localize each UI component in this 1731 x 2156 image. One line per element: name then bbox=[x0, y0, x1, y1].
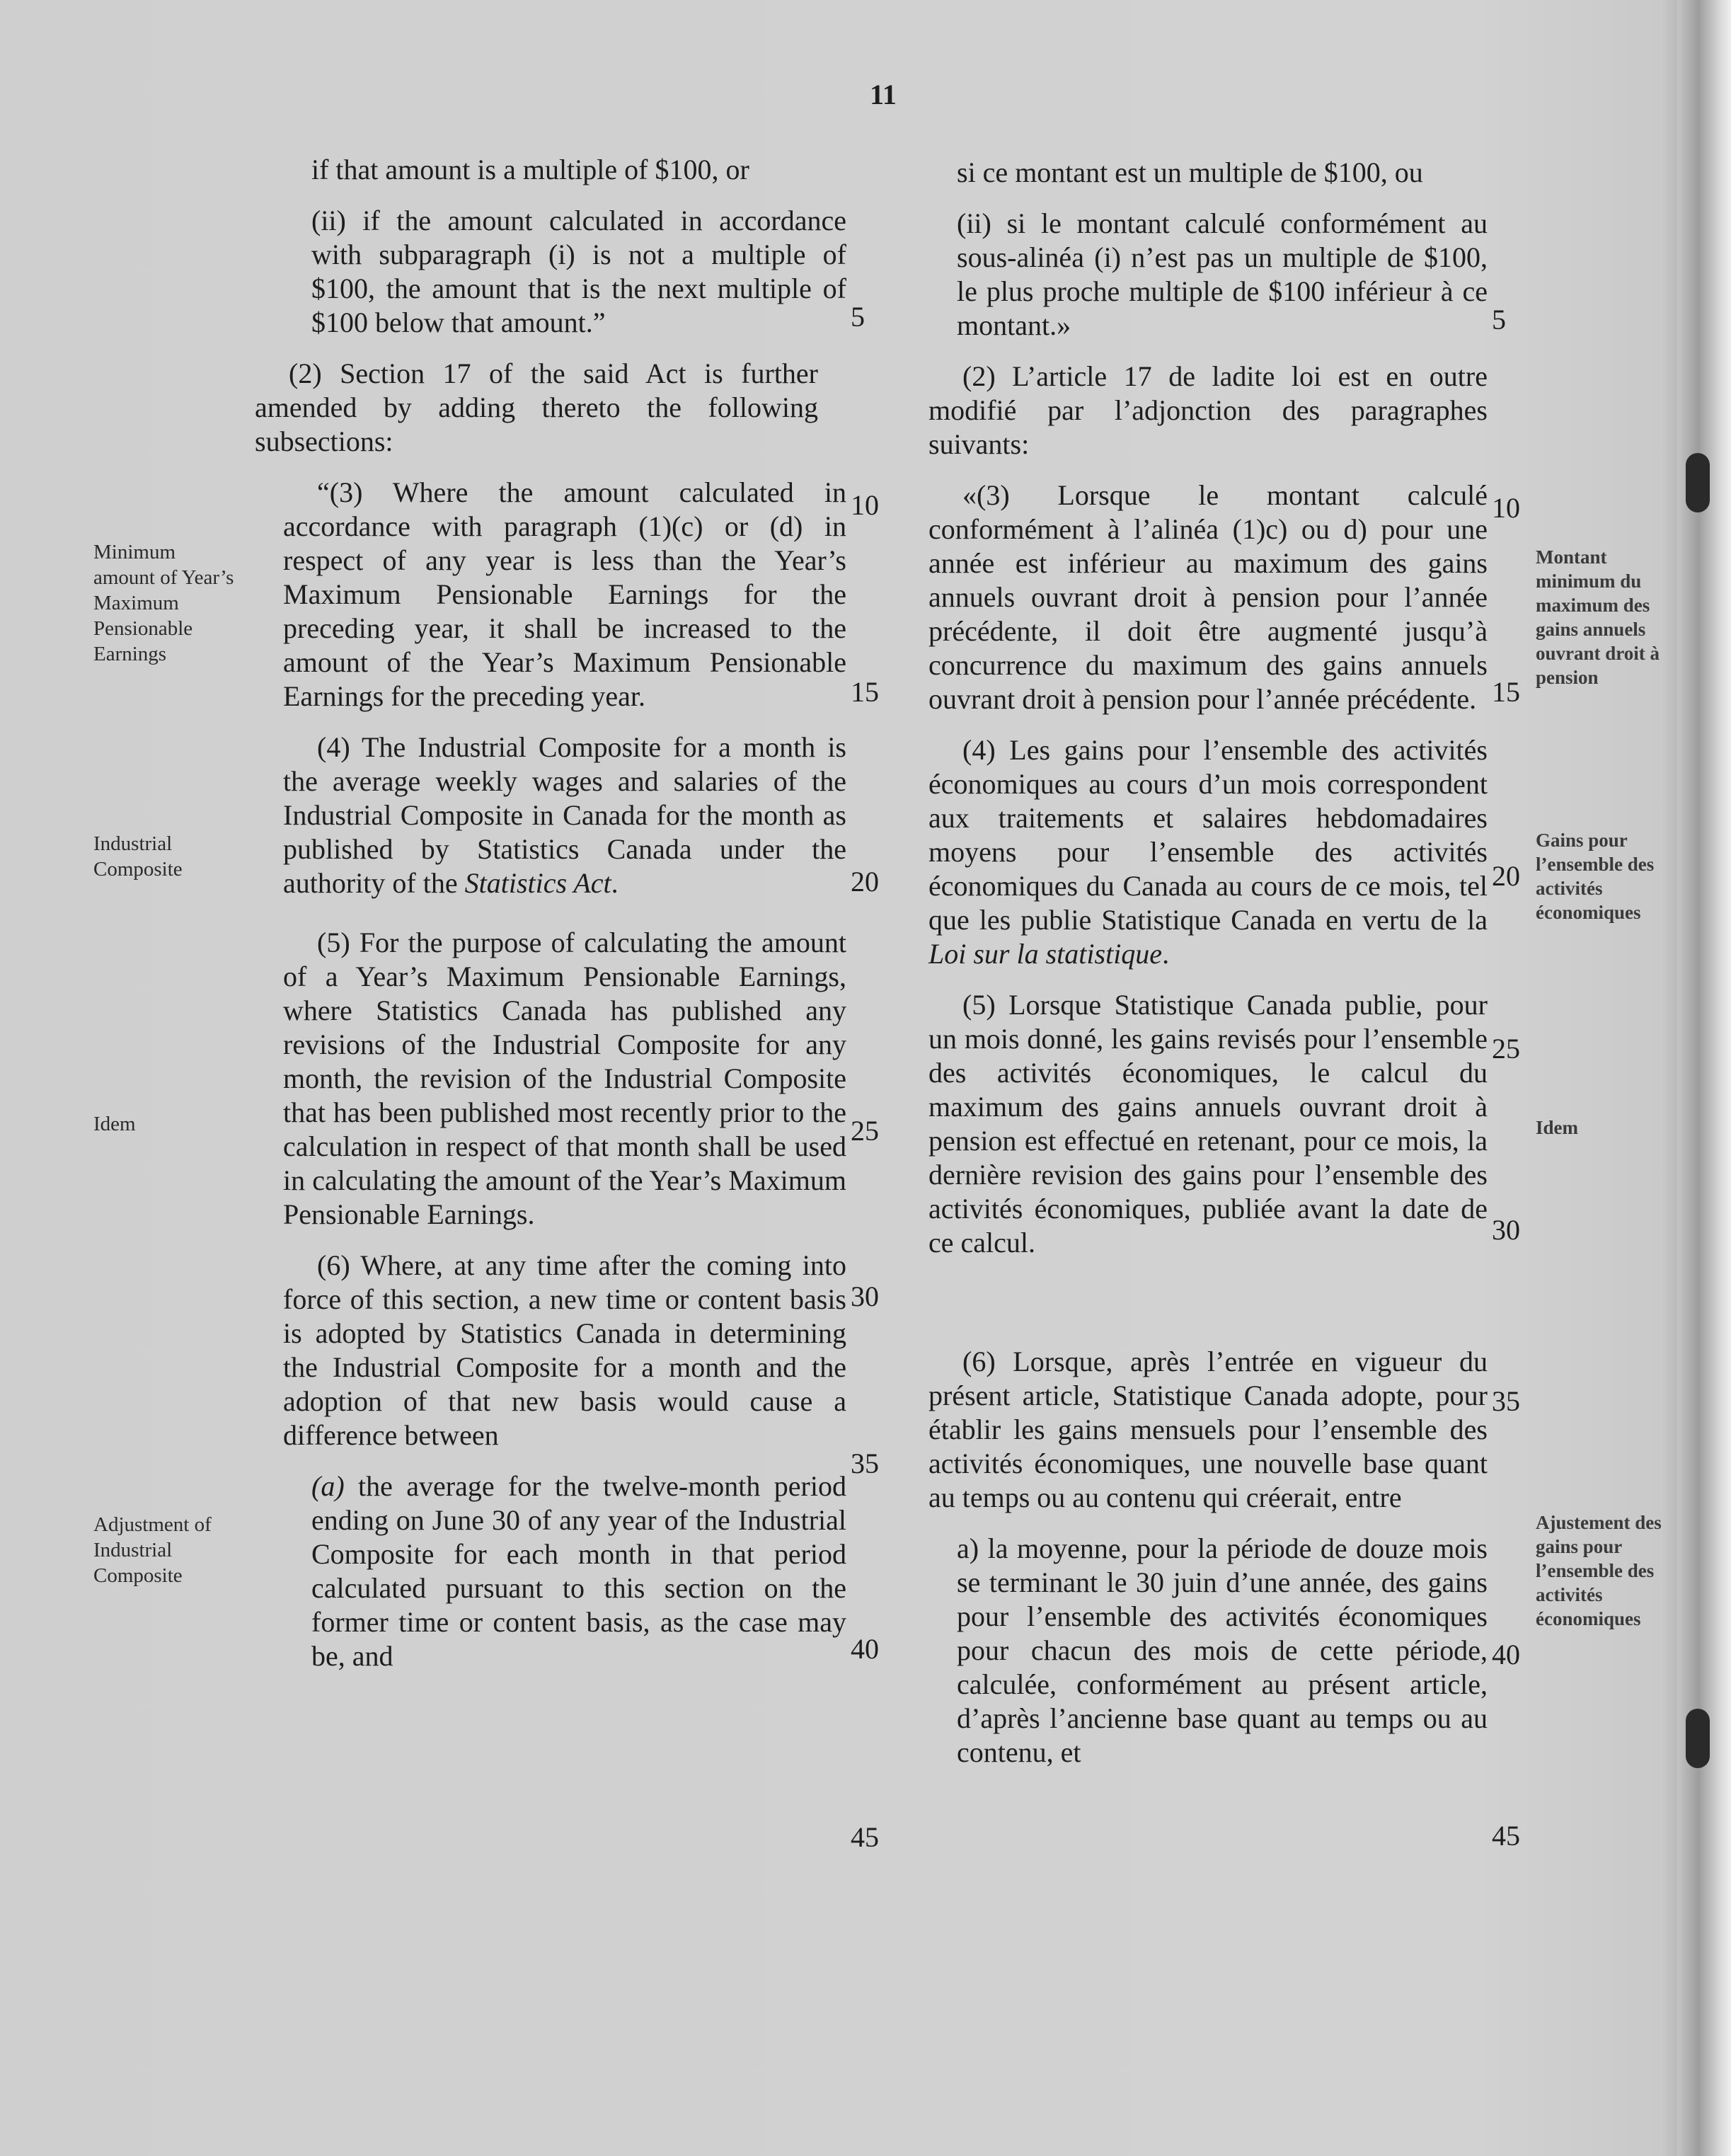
line-number: 15 bbox=[1492, 676, 1520, 708]
english-text: the average for the twelve-month period ending on June 30 of any year of the Industrial Composite for each month in that period calculated pursuant to this section on the former time or content basis, as the case may be, and bbox=[311, 1470, 846, 1672]
english-italic-text: Statistics Act bbox=[464, 867, 611, 899]
french-paragraph: (2) L’article 17 de ladite loi est en outre modifié par l’adjonction des paragraphes suivants: bbox=[928, 360, 1488, 460]
line-number: 5 bbox=[1492, 304, 1506, 336]
margin-note-left: Minimum amount of Year’s Maximum Pensionable Earnings bbox=[93, 541, 234, 665]
french-paragraph: a) la moyenne, pour la période de douze mois se terminant le 30 juin d’une année, des gains pour l’ensemble des activités économiques pour chacun des mois de cette période, calculée, conformément au présent article, d’après l’ancienne base quant au temps ou au contenu, et bbox=[957, 1532, 1488, 1768]
binding-hole bbox=[1686, 1709, 1710, 1768]
line-number: 40 bbox=[1492, 1639, 1520, 1670]
english-paragraph: (5) For the purpose of calculating the amount of a Year’s Maximum Pensionable Earnings, where Statistics Canada has published any revisions of the Industrial Composite for any month, the revision of the Industrial Composite that has been published most recently prior to the calculation in respect of that month shall be used in calculating the amount of the Year’s Maximum Pensionable Earnings. bbox=[283, 927, 846, 1230]
french-paragraph: (6) Lorsque, après l’entrée en vigueur du présent article, Statistique Canada adopte, pour établir les gains mensuels pour l’ensemble des activités économiques, une nouvelle base quant au temps ou au contenu qui créerait, entre bbox=[928, 1346, 1488, 1513]
english-paragraph: (6) Where, at any time after the coming into force of this section, a new time or content basis is adopted by Statistics Canada in determining the Industrial Composite for a month and the adoption of that new basis would cause a difference between bbox=[283, 1249, 846, 1451]
english-text: . bbox=[611, 867, 619, 899]
line-number: 35 bbox=[1492, 1385, 1520, 1417]
line-number: 5 bbox=[851, 301, 865, 333]
margin-note-left: Idem bbox=[93, 1113, 136, 1135]
french-paragraph: (ii) si le montant calculé conformément au sous-alinéa (i) n’est pas un multiple de $100, le plus proche multiple de $100 inférieur à ce montant.» bbox=[957, 207, 1488, 341]
line-number: 25 bbox=[851, 1115, 879, 1147]
line-number: 10 bbox=[1492, 492, 1520, 524]
english-italic-text: (a) bbox=[311, 1470, 345, 1502]
line-number: 45 bbox=[1492, 1820, 1520, 1852]
french-text: . bbox=[1162, 938, 1170, 970]
french-paragraph: «(3) Lorsque le montant calculé conformément à l’alinéa (1)c) ou d) pour une année est inférieur au maximum des gains annuels ouvrant droit à pension pour l’année précédente, il doit être augmenté jusqu’à concurrence du maximum des gains annuels ouvrant droit à pension pour l’année précédente. bbox=[928, 479, 1488, 715]
french-paragraph: (5) Lorsque Statistique Canada publie, pour un mois donné, les gains revisés pour l’ensemble des activités économiques, le calcul du maximum des gains annuels ouvrant droit à pension est effectué en retenant, pour ce mois, la dernière revision des gains pour l’ensemble des activités économiques, publiée avant la date de ce calcul. bbox=[928, 989, 1488, 1258]
line-number: 45 bbox=[851, 1821, 879, 1853]
margin-note-right: Ajustement des gains pour l’ensemble des activités économiques bbox=[1536, 1512, 1662, 1629]
english-paragraph: (ii) if the amount calculated in accordance with subparagraph (i) is not a multiple of $100, the amount that is the next multiple of $100 below that amount.” bbox=[311, 205, 846, 338]
english-paragraph: if that amount is a multiple of $100, or bbox=[311, 154, 749, 185]
line-number: 30 bbox=[851, 1280, 879, 1312]
french-italic-text: Loi sur la statistique bbox=[928, 938, 1163, 970]
line-number: 40 bbox=[851, 1633, 879, 1665]
english-paragraph: “(3) Where the amount calculated in accordance with paragraph (1)(c) or (d) in respect of any year is less than the Year’s Maximum Pensionable Earnings for the preceding year, it shall be increased to the amount of the Year’s Maximum Pensionable Earnings for the preceding year. bbox=[283, 476, 846, 712]
line-number: 15 bbox=[851, 676, 879, 708]
line-number: 10 bbox=[851, 489, 879, 521]
english-column bbox=[255, 153, 846, 1690]
french-column bbox=[928, 156, 1488, 1787]
margin-note-right: Montant minimum du maximum des gains annuels ouvrant droit à pension bbox=[1536, 546, 1660, 688]
page-number: 11 bbox=[870, 79, 897, 110]
english-paragraph: (2) Section 17 of the said Act is further amended by adding thereto the following subsections: bbox=[255, 357, 818, 457]
english-paragraph bbox=[283, 1469, 846, 1673]
english-paragraph bbox=[283, 730, 846, 900]
line-number: 30 bbox=[1492, 1214, 1520, 1246]
french-text: (4) Les gains pour l’ensemble des activités économiques au cours d’un mois correspondent aux traitements et salaires hebdomadaires moyens pour l’ensemble des activités économiques du Canada au cours de ce mois, tel que les publie Statistique Canada en vertu de la bbox=[928, 734, 1488, 936]
line-number: 20 bbox=[1492, 860, 1520, 892]
english-text: (4) The Industrial Composite for a month is the average weekly wages and salaries of the Industrial Composite in Canada for the month as published by Statistics Canada under the authority of the bbox=[283, 731, 846, 899]
page-edge-shadow bbox=[1677, 0, 1731, 2156]
margin-note-left: Adjustment of Industrial Composite bbox=[93, 1513, 212, 1587]
margin-note-right: Idem bbox=[1536, 1117, 1578, 1138]
margin-note-right: Gains pour l’ensemble des activités économiques bbox=[1536, 830, 1655, 923]
french-paragraph: si ce montant est un multiple de $100, ou bbox=[957, 156, 1423, 188]
line-number: 35 bbox=[851, 1447, 879, 1479]
french-paragraph bbox=[928, 733, 1488, 971]
line-number: 25 bbox=[1492, 1033, 1520, 1065]
line-number: 20 bbox=[851, 866, 879, 898]
margin-note-left: Industrial Composite bbox=[93, 832, 183, 881]
binding-hole bbox=[1686, 453, 1710, 512]
